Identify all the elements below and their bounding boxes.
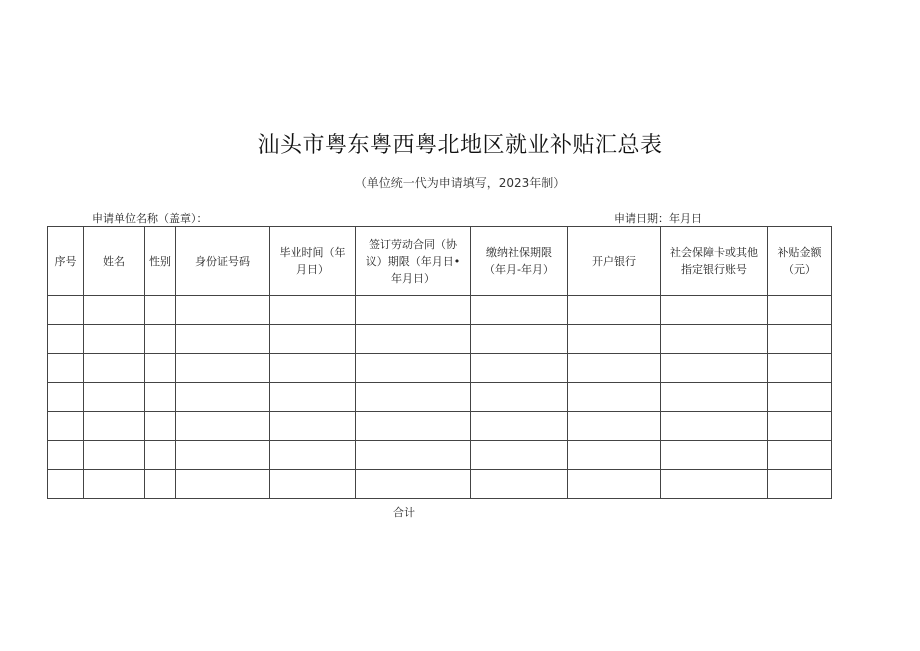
table-cell[interactable] (84, 325, 145, 354)
table-row (48, 354, 832, 383)
table-cell[interactable] (48, 296, 84, 325)
table-cell[interactable] (356, 441, 471, 470)
table-cell[interactable] (471, 296, 568, 325)
document-subtitle: （单位统一代为申请填写，2023年制） (354, 176, 566, 190)
table-cell[interactable] (48, 325, 84, 354)
table-cell[interactable] (48, 383, 84, 412)
table-cell[interactable] (270, 383, 356, 412)
table-cell[interactable] (661, 470, 768, 499)
table-cell[interactable] (568, 354, 661, 383)
table-cell[interactable] (661, 296, 768, 325)
table-cell[interactable] (471, 412, 568, 441)
table-header-row (48, 227, 832, 296)
table-cell[interactable] (661, 412, 768, 441)
table-cell[interactable] (768, 470, 832, 499)
table-cell[interactable] (270, 354, 356, 383)
table-cell[interactable] (48, 441, 84, 470)
table-cell[interactable] (568, 412, 661, 441)
table-row (48, 470, 832, 499)
table-cell[interactable] (84, 441, 145, 470)
table-cell[interactable] (48, 470, 84, 499)
table-cell[interactable] (145, 325, 176, 354)
table-cell[interactable] (48, 354, 84, 383)
table-cell[interactable] (145, 470, 176, 499)
table-row (48, 383, 832, 412)
table-cell[interactable] (768, 296, 832, 325)
table-cell[interactable] (145, 383, 176, 412)
header-social-insurance-period: 缴纳社保期限（年月-年月） (471, 227, 568, 296)
table-cell[interactable] (356, 325, 471, 354)
table-row (48, 412, 832, 441)
header-gender: 性别 (145, 227, 176, 296)
table-cell[interactable] (471, 470, 568, 499)
table-cell[interactable] (176, 470, 270, 499)
table-cell[interactable] (471, 441, 568, 470)
table-row (48, 296, 832, 325)
table-cell[interactable] (176, 296, 270, 325)
table-cell[interactable] (661, 441, 768, 470)
table-cell[interactable] (145, 296, 176, 325)
table-cell[interactable] (768, 325, 832, 354)
table-row (48, 325, 832, 354)
table-cell[interactable] (270, 412, 356, 441)
table-cell[interactable] (356, 412, 471, 441)
header-contract-period: 签订劳动合同（协议）期限（年月日•年月日） (356, 227, 471, 296)
table-cell[interactable] (48, 412, 84, 441)
table-cell[interactable] (270, 470, 356, 499)
table-cell[interactable] (176, 441, 270, 470)
table-cell[interactable] (270, 441, 356, 470)
table-cell[interactable] (568, 441, 661, 470)
table-cell[interactable] (145, 441, 176, 470)
table-cell[interactable] (270, 296, 356, 325)
table-cell[interactable] (568, 325, 661, 354)
table-cell[interactable] (176, 325, 270, 354)
table-body (48, 296, 832, 499)
table-cell[interactable] (471, 325, 568, 354)
header-serial-number: 序号 (48, 227, 84, 296)
header-bank-account: 社会保障卡或其他指定银行账号 (661, 227, 768, 296)
table-cell[interactable] (356, 383, 471, 412)
table-cell[interactable] (176, 412, 270, 441)
table-cell[interactable] (356, 470, 471, 499)
table-cell[interactable] (84, 354, 145, 383)
table-cell[interactable] (145, 354, 176, 383)
table-cell[interactable] (84, 383, 145, 412)
table-cell[interactable] (661, 354, 768, 383)
table-cell[interactable] (356, 296, 471, 325)
table-cell[interactable] (661, 383, 768, 412)
header-subsidy-amount: 补贴金额（元） (768, 227, 832, 296)
applicant-label: 申请单位名称（盖章）： (92, 212, 208, 225)
table-cell[interactable] (84, 412, 145, 441)
header-id-number: 身份证号码 (176, 227, 270, 296)
table-cell[interactable] (568, 296, 661, 325)
table-cell[interactable] (768, 441, 832, 470)
document-title: 汕头市粤东粤西粤北地区就业补贴汇总表 (257, 133, 663, 158)
table-cell[interactable] (661, 325, 768, 354)
header-graduation-date: 毕业时间（年月日） (270, 227, 356, 296)
table-row (48, 441, 832, 470)
table-cell[interactable] (768, 354, 832, 383)
table-cell[interactable] (471, 354, 568, 383)
date-label: 申请日期：年月日 (614, 212, 702, 225)
table-cell[interactable] (471, 383, 568, 412)
total-label: 合计 (393, 506, 415, 519)
table-cell[interactable] (356, 354, 471, 383)
table-cell[interactable] (84, 470, 145, 499)
table-cell[interactable] (270, 325, 356, 354)
subsidy-table (47, 226, 832, 499)
header-bank: 开户银行 (568, 227, 661, 296)
table-cell[interactable] (176, 354, 270, 383)
table-cell[interactable] (176, 383, 270, 412)
table-cell[interactable] (145, 412, 176, 441)
header-name: 姓名 (84, 227, 145, 296)
table-cell[interactable] (568, 470, 661, 499)
table-cell[interactable] (768, 383, 832, 412)
table-cell[interactable] (568, 383, 661, 412)
table-cell[interactable] (84, 296, 145, 325)
table-cell[interactable] (768, 412, 832, 441)
